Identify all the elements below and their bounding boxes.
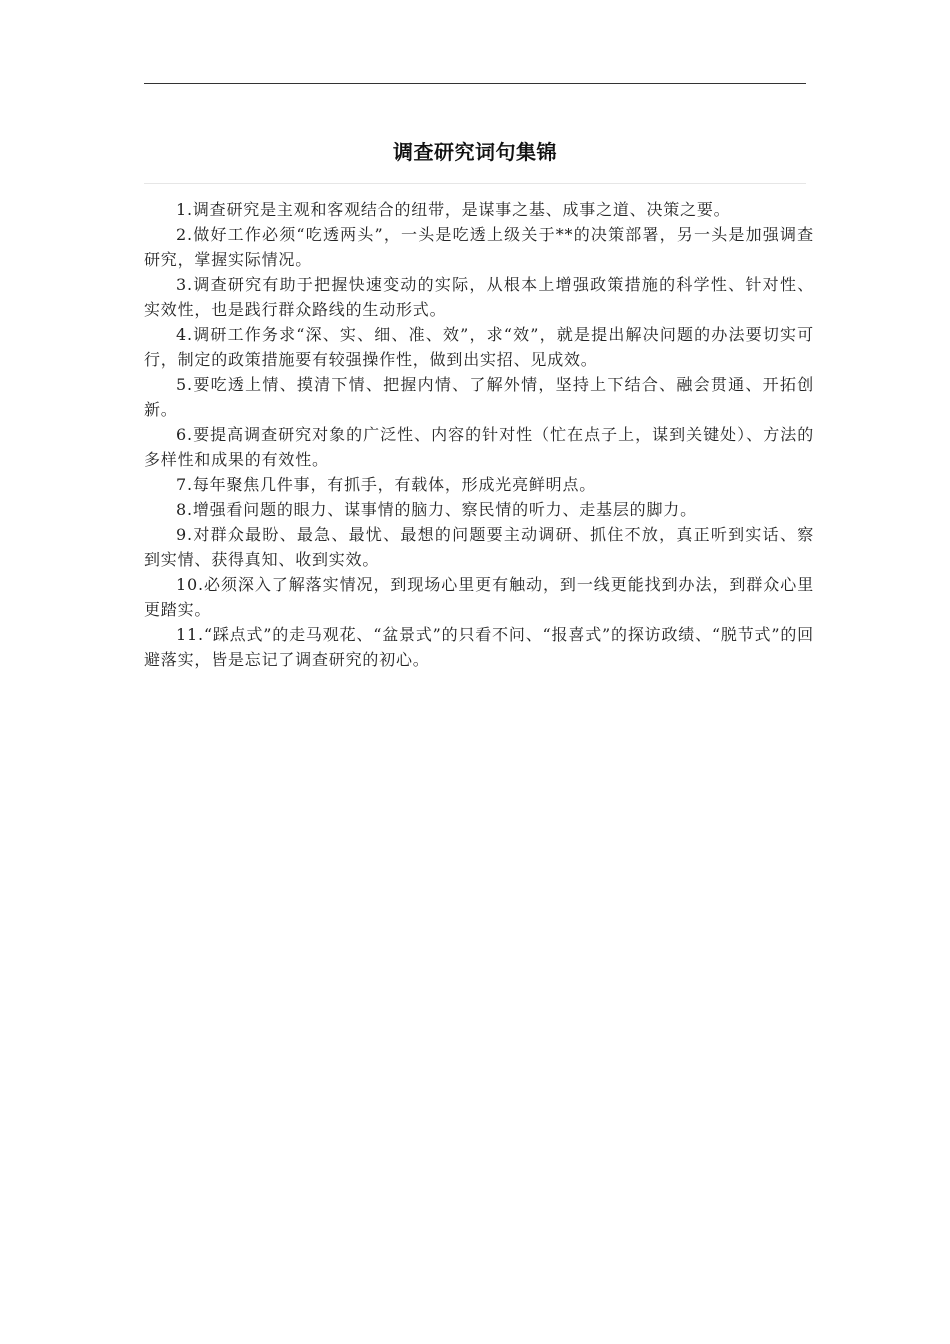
paragraph-5: 5.要吃透上情、摸清下情、把握内情、了解外情，坚持上下结合、融会贯通、开拓创新。 <box>144 375 814 419</box>
paragraph-10: 10.必须深入了解落实情况，到现场心里更有触动，到一线更能找到办法，到群众心里更踏实。 <box>144 575 814 619</box>
title-divider <box>144 183 806 184</box>
paragraph-8: 8.增强看问题的眼力、谋事情的脑力、察民情的听力、走基层的脚力。 <box>176 500 697 519</box>
header-rule <box>144 83 806 84</box>
document-title: 调查研究词句集锦 <box>393 140 557 164</box>
paragraph-1: 1.调查研究是主观和客观结合的纽带，是谋事之基、成事之道、决策之要。 <box>176 200 731 219</box>
paragraph-3: 3.调查研究有助于把握快速变动的实际，从根本上增强政策措施的科学性、针对性、实效性，也是践行群众路线的生动形式。 <box>144 275 814 319</box>
paragraph-4: 4.调研工作务求“深、实、细、准、效”，求“效”，就是提出解决问题的办法要切实可行，制定的政策措施要有较强操作性，做到出实招、见成效。 <box>144 325 814 369</box>
paragraph-7: 7.每年聚焦几件事，有抓手，有载体，形成光亮鲜明点。 <box>176 475 597 494</box>
paragraph-2: 2.做好工作必须“吃透两头”，一头是吃透上级关于**的决策部署，另一头是加强调查研究，掌握实际情况。 <box>144 225 814 269</box>
paragraph-9: 9.对群众最盼、最急、最忧、最想的问题要主动调研、抓住不放，真正听到实话、察到实情、获得真知、收到实效。 <box>144 525 814 569</box>
document-body <box>144 197 814 672</box>
paragraph-6: 6.要提高调查研究对象的广泛性、内容的针对性（忙在点子上，谋到关键处）、方法的多样性和成果的有效性。 <box>144 425 814 469</box>
paragraph-11: 11.“踩点式”的走马观花、“盆景式”的只看不问、“报喜式”的探访政绩、“脱节式”的回避落实，皆是忘记了调查研究的初心。 <box>144 625 814 669</box>
